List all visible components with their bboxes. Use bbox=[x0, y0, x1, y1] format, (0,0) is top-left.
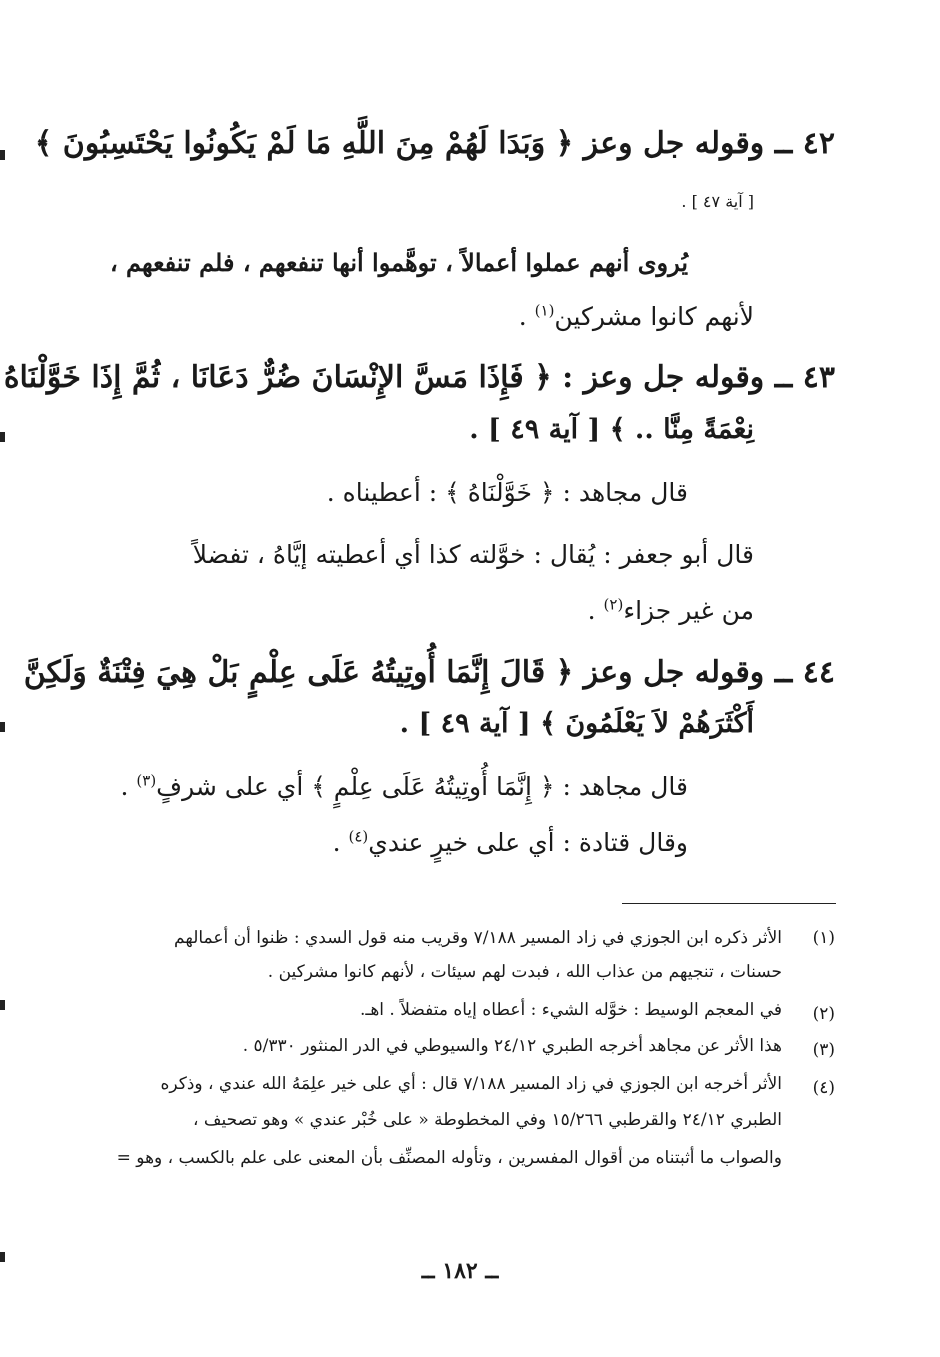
entry-42-comment-line-2 bbox=[519, 302, 754, 331]
scan-edge-mark bbox=[0, 432, 5, 442]
comment-end: . bbox=[120, 772, 137, 801]
comment-end: . bbox=[332, 828, 349, 857]
footnote-2-line-1: في المعجم الوسيط : خوَّله الشيء : أعطاه إياه متفضلاً . اهـ. bbox=[359, 1000, 782, 1020]
footnote-4-line-2: الطبري ٢٤/١٢ والقرطبي ١٥/٢٦٦ وفي المخطوطة « على خُبْر عندي » وهو تصحيف ، bbox=[193, 1110, 782, 1130]
comment-end: . bbox=[518, 302, 535, 331]
entry-44-verse-line-2: أَكْثَرَهُمْ لاَ يَعْلَمُونَ ﴾ [ آية ٤٩ ] . bbox=[399, 708, 754, 739]
footnote-separator bbox=[622, 903, 836, 904]
entry-44-verse-line-1: ٤٤ ــ وقوله جل وعز ﴿ قَالَ إِنَّمَا أُوتِيتُهُ عَلَى عِلْمٍ بَلْ هِيَ فِتْنَةٌ وَلَكِنَّ bbox=[23, 655, 835, 690]
footnote-ref-4: (٤) bbox=[348, 827, 369, 846]
scan-edge-mark bbox=[0, 1000, 5, 1010]
footnote-ref-1: (١) bbox=[534, 301, 555, 320]
entry-43-comment-line-1: قال مجاهد : ﴿ خَوَّلْنَاهُ ﴾ : أعطيناه . bbox=[326, 478, 688, 507]
entry-44-comment-line-2 bbox=[333, 828, 688, 857]
entry-43-comment-line-2: قال أبو جعفر : يُقال : خوَّلته كذا أي أعطيته إيَّاهُ ، تفضلاً bbox=[192, 540, 754, 569]
comment-end: . bbox=[587, 596, 604, 625]
footnote-4-line-1: الأثر أخرجه ابن الجوزي في زاد المسير ٧/١٨٨ قال : أي على خير علِمَهُ الله عندي ، وذكره bbox=[160, 1074, 782, 1094]
entry-42-verse-ref: [ آية ٤٧ ] . bbox=[681, 192, 754, 211]
entry-43-verse-line-2: نِعْمَةً مِنَّا .. ﴾ [ آية ٤٩ ] . bbox=[469, 414, 754, 445]
scan-edge-mark bbox=[0, 150, 5, 160]
page-number: ــ ١٨٢ ــ bbox=[421, 1258, 499, 1284]
footnote-3-number: (٣) bbox=[812, 1040, 835, 1060]
footnote-1-line-1: الأثر ذكره ابن الجوزي في زاد المسير ٧/١٨٨ وقريب منه قول السدي : ظنوا أن أعمالهم bbox=[174, 928, 782, 948]
entry-43-verse-line-1: ٤٣ ــ وقوله جل وعز : ﴿ فَإِذَا مَسَّ الإِنْسَانَ ضُرٌّ دَعَانَا ، ثُمَّ إِذَا خَوَّلْنَاهُ bbox=[3, 360, 835, 395]
entry-43-comment-line-3 bbox=[588, 596, 754, 625]
footnote-2-number: (٢) bbox=[812, 1004, 835, 1024]
scan-edge-mark bbox=[0, 722, 5, 732]
entry-42-verse-line-1: ٤٢ ــ وقوله جل وعز ﴿ وَبَدَا لَهُمْ مِنَ اللَّهِ مَا لَمْ يَكُونُوا يَحْتَسِبُونَ ﴾ bbox=[34, 126, 835, 161]
footnote-4-number: (٤) bbox=[812, 1078, 835, 1098]
comment-text: من غير جزاء bbox=[623, 596, 754, 625]
footnote-ref-2: (٢) bbox=[603, 595, 624, 614]
comment-text: لأنهم كانوا مشركين bbox=[554, 302, 754, 331]
comment-text: قال مجاهد : ﴿ إِنَّمَا أُوتِيتُهُ عَلَى عِلْمٍ ﴾ أي على شرفٍ bbox=[156, 772, 688, 801]
entry-42-comment-line-1: يُروى أنهم عملوا أعمالاً ، توهَّموا أنها تنفعهم ، فلم تنفعهم ، bbox=[109, 248, 688, 277]
footnote-3-line-1: هذا الأثر عن مجاهد أخرجه الطبري ٢٤/١٢ والسيوطي في الدر المنثور ٥/٣٣٠ . bbox=[242, 1036, 782, 1056]
entry-44-comment-line-1 bbox=[120, 772, 688, 801]
scan-edge-mark bbox=[0, 1252, 5, 1262]
footnote-1-line-2: حسنات ، تنجيهم من عذاب الله ، فبدت لهم سيئات ، لأنهم كانوا مشركين . bbox=[267, 962, 782, 982]
footnote-4-line-3: والصواب ما أثبتناه من أقوال المفسرين ، وتأوله المصنِّف بأن المعنى على علم بالكسب ، وهو = bbox=[116, 1148, 782, 1168]
footnote-1-number: (١) bbox=[812, 928, 835, 948]
comment-text: وقال قتادة : أي على خيرٍ عندي bbox=[368, 828, 688, 857]
footnote-ref-3: (٣) bbox=[136, 771, 157, 790]
